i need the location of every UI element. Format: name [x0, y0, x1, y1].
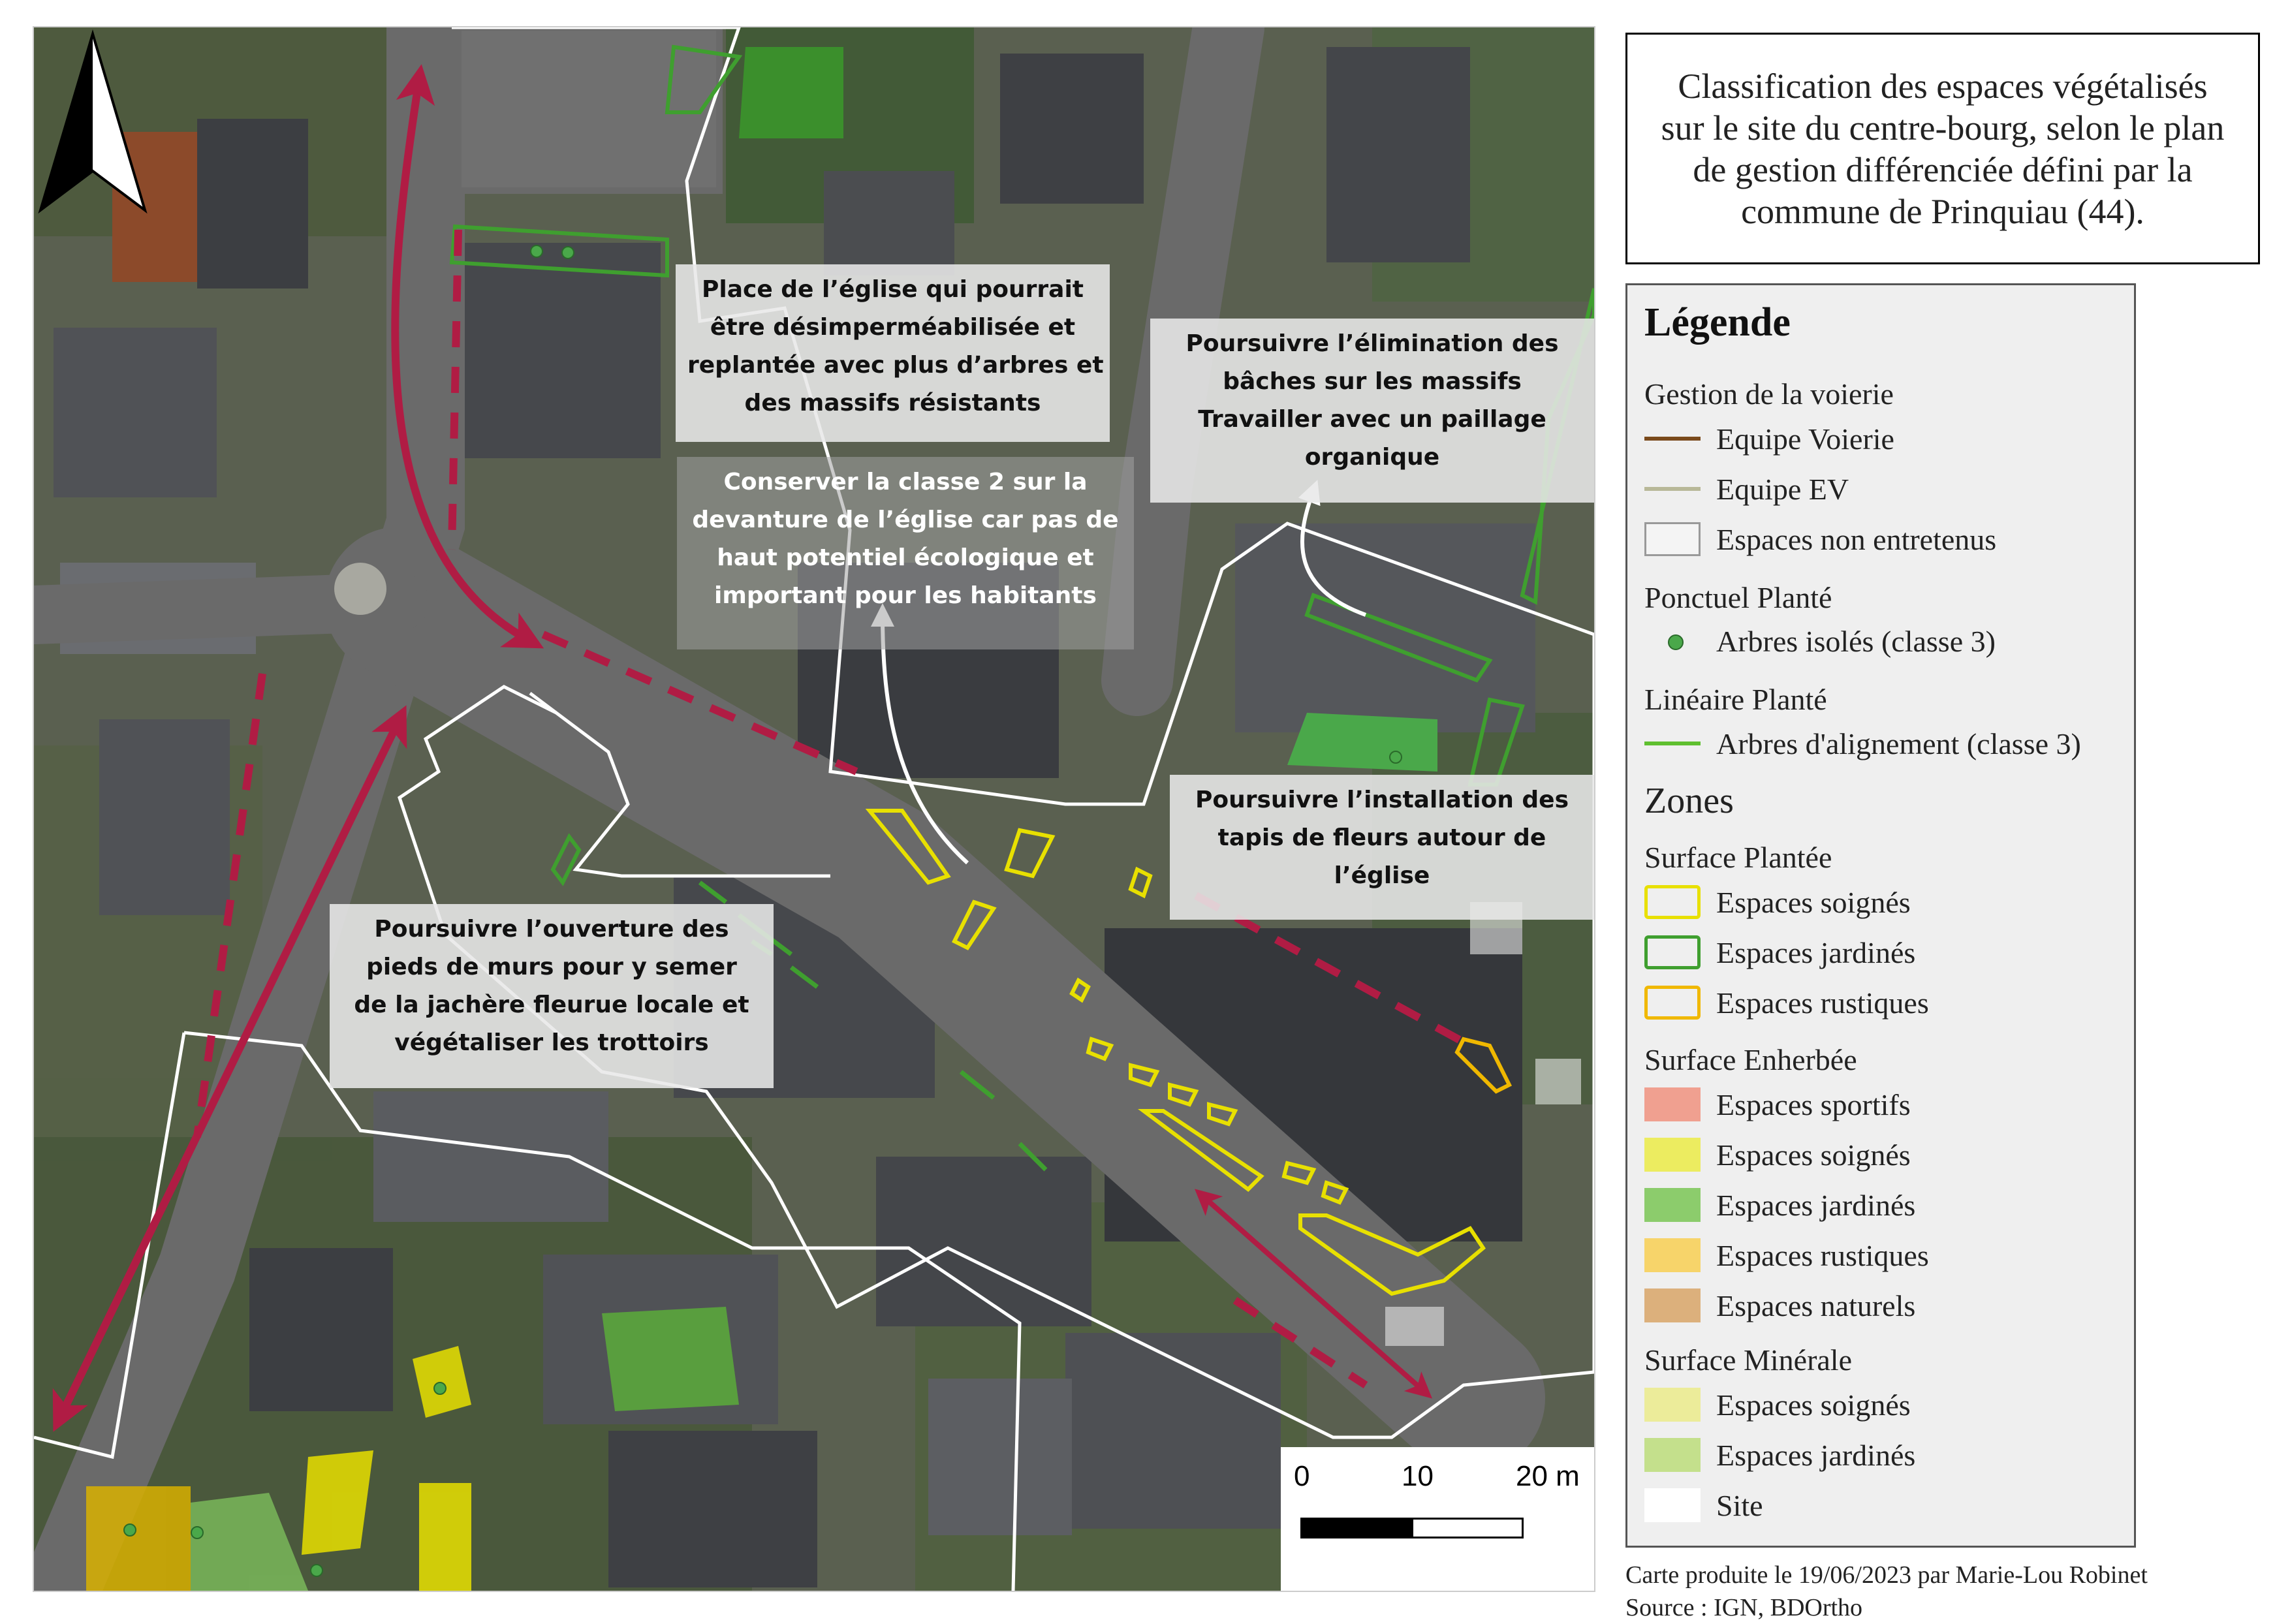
callout-classe2: Conserver la classe 2 sur la devanture de l’église car pas de haut potentiel écologique et important pour les habitants: [677, 457, 1134, 649]
north-arrow-icon: [34, 27, 151, 223]
legend-item-enherbee-sportifs: Espaces sportifs: [1644, 1085, 1911, 1124]
callout-pieds-murs: Poursuivre l’ouverture des pieds de murs pour y semer de la jachère fleurue locale et végétaliser les trottoirs: [330, 904, 774, 1088]
aerial-map[interactable]: [33, 26, 1595, 1592]
legend-item-non-entretenus: Espaces non entretenus: [1644, 520, 1996, 559]
outline-swatch-site: [1644, 1488, 1701, 1522]
legend-group-voierie: Gestion de la voierie: [1644, 377, 1894, 411]
legend-item-plantee-rustiques: Espaces rustiques: [1644, 983, 1929, 1022]
line-swatch-voierie: [1644, 422, 1701, 456]
legend-item-equipe-ev: Equipe EV: [1644, 469, 1849, 508]
outline-swatch-rustiques: [1644, 986, 1701, 1020]
fill-swatch-minerale-soignes: [1644, 1388, 1701, 1422]
legend-group-lineaire: Linéaire Planté: [1644, 683, 1827, 716]
line-swatch-alignement: [1644, 726, 1701, 760]
scale-segment-white: [1411, 1518, 1524, 1538]
green-lawn: [1287, 713, 1437, 772]
legend-group-ponctuel: Ponctuel Planté: [1644, 581, 1832, 614]
legend-item-enherbee-naturels: Espaces naturels: [1644, 1286, 1915, 1325]
scale-label-20: 20 m: [1516, 1460, 1580, 1492]
legend-item-enherbee-rustiques: Espaces rustiques: [1644, 1236, 1929, 1275]
map-credits: [1625, 1559, 2148, 1624]
credits-source: Source : IGN, BDOrtho: [1625, 1594, 1863, 1621]
green-patch: [739, 47, 843, 138]
scale-label-10: 10: [1402, 1460, 1434, 1492]
legend-item-site: Site: [1644, 1486, 1763, 1525]
fill-swatch-enherbee-soignes: [1644, 1138, 1701, 1172]
fill-swatch-enherbee-rustiques: [1644, 1238, 1701, 1272]
legend-item-enherbee-soignes: Espaces soignés: [1644, 1135, 1911, 1174]
map-title: Classification des espaces végétalisés sur le site du centre-bourg, selon le plan de gestion différenciée défini par la commune de Prinquiau (44).: [1625, 33, 2260, 264]
legend-panel: [1625, 283, 2136, 1548]
legend-item-arbres-alignement: Arbres d'alignement (classe 3): [1644, 724, 2081, 763]
scale-label-0: 0: [1294, 1460, 1310, 1492]
callout-place-eglise: Place de l’église qui pourrait être désimperméabilisée et replantée avec plus d’arbres et des massifs résistants: [676, 264, 1110, 442]
outline-swatch-soignes: [1644, 885, 1701, 919]
legend-item-plantee-jardines: Espaces jardinés: [1644, 933, 1915, 972]
line-swatch-ev: [1644, 472, 1701, 506]
legend-group-plantee: Surface Plantée: [1644, 841, 1832, 874]
fill-swatch-naturels: [1644, 1288, 1701, 1322]
scale-bar: [1281, 1447, 1595, 1592]
callout-tapis: Poursuivre l’installation des tapis de fleurs autour de l’église: [1170, 775, 1594, 920]
legend-item-minerale-soignes: Espaces soignés: [1644, 1385, 1911, 1424]
fill-swatch-minerale-jardines: [1644, 1438, 1701, 1472]
legend-item-arbres-isoles: Arbres isolés (classe 3): [1644, 621, 1996, 661]
legend-item-minerale-jardines: Espaces jardinés: [1644, 1435, 1915, 1475]
legend-item-equipe-voierie: Equipe Voierie: [1644, 419, 1894, 458]
credits-produced: Carte produite le 19/06/2023 par Marie-Lou Robinet: [1625, 1561, 2148, 1589]
fill-swatch-sportifs: [1644, 1087, 1701, 1121]
tree-point-icon: [1644, 624, 1701, 658]
outline-swatch-jardines: [1644, 935, 1701, 969]
legend-item-plantee-soignes: Espaces soignés: [1644, 882, 1911, 922]
legend-group-minerale: Surface Minérale: [1644, 1343, 1853, 1377]
roundabout: [334, 563, 386, 615]
legend-group-enherbee: Surface Enherbée: [1644, 1043, 1857, 1076]
fill-swatch-non-entretenus: [1644, 522, 1701, 556]
legend-heading: Légende: [1644, 300, 1791, 345]
legend-group-zones: Zones: [1644, 781, 1734, 821]
scale-segment-black: [1300, 1518, 1413, 1538]
fill-swatch-enherbee-jardines: [1644, 1188, 1701, 1222]
callout-baches: Poursuivre l’élimination des bâches sur les massifs Travailler avec un paillage organique: [1150, 319, 1594, 503]
legend-item-enherbee-jardines: Espaces jardinés: [1644, 1185, 1915, 1225]
